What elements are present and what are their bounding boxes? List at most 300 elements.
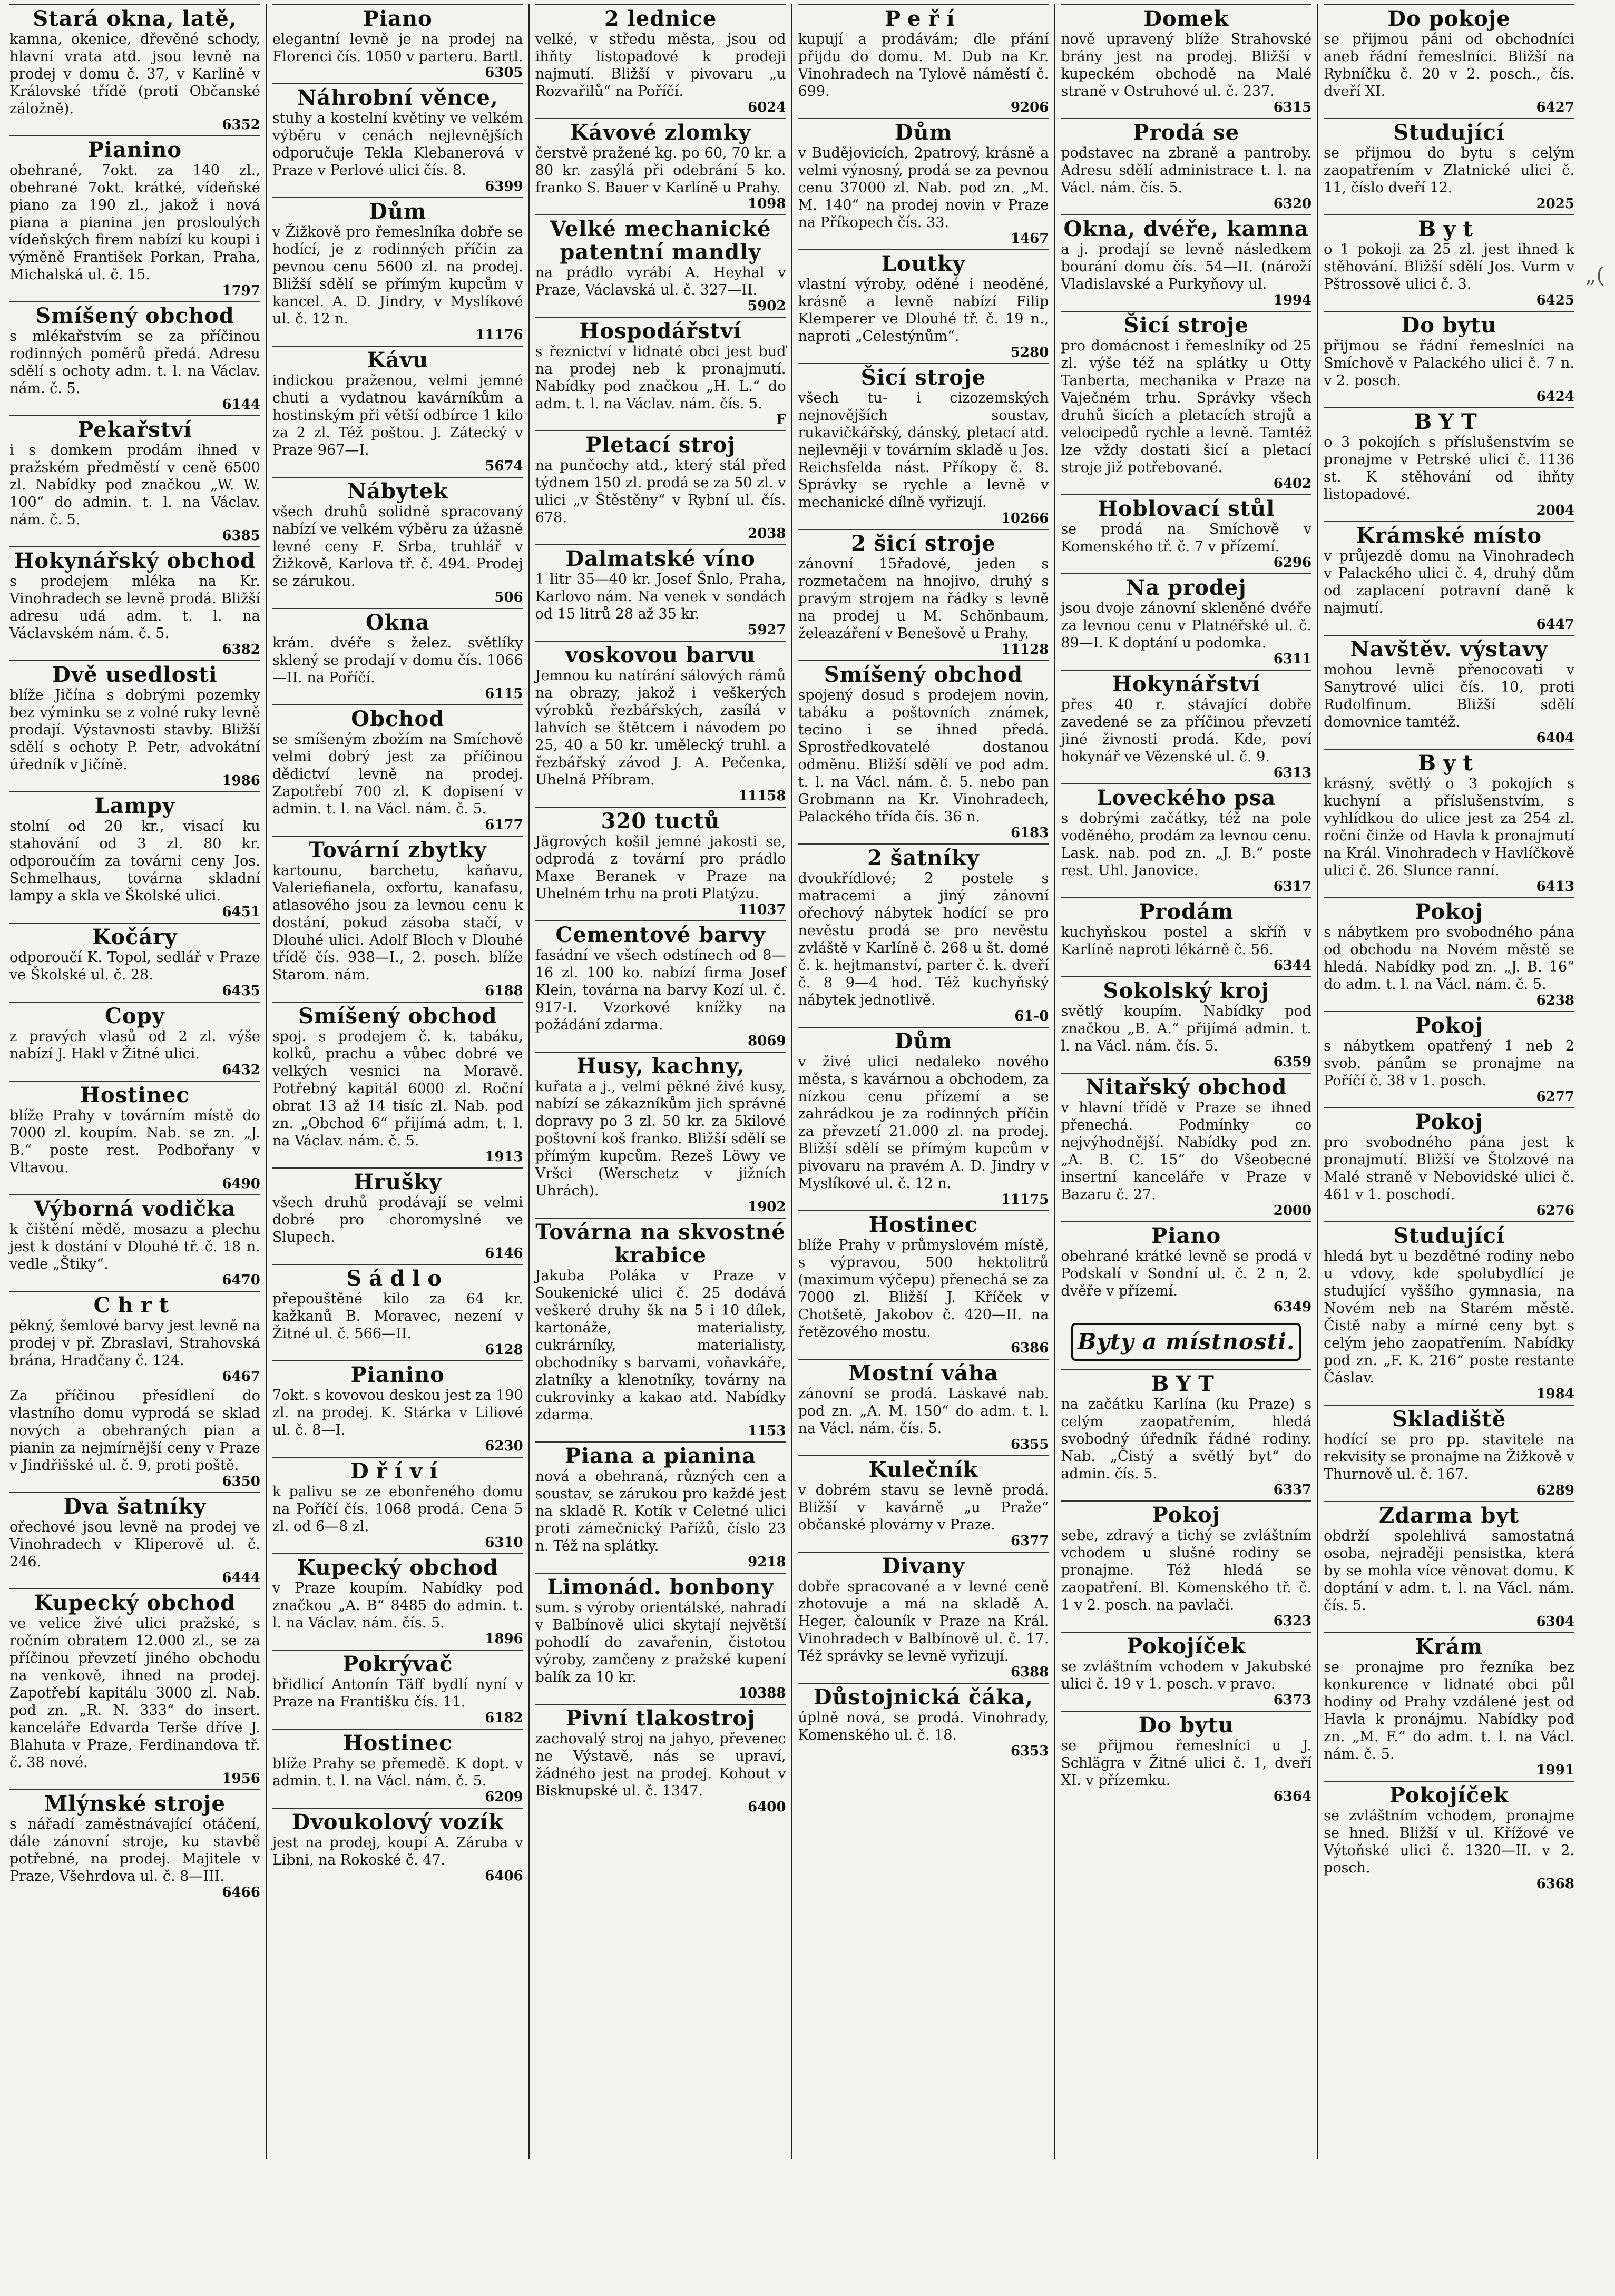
ad-text: jsou dvoje zánovní skleněné dvéře za levnou cenu v Platnéřské ul. č. 89—I. K doptání u podomka. <box>1061 600 1312 651</box>
ad-number: 6350 <box>222 1474 260 1489</box>
ad-heading: Nábytek <box>272 477 523 503</box>
ad-text: se přijmou řemeslníci u J. Schlägra v Žitné ulici č. 1, dveří XI. v přízemku. <box>1061 1738 1312 1789</box>
ad-number: 6296 <box>1273 555 1312 571</box>
classified-ad <box>9 1291 260 1384</box>
ad-heading: Důstojnická čáka, <box>798 1683 1049 1709</box>
ad-text: kupují a prodávám; dle přání přijdu do domu. M. Dub na Kr. Vinohradech na Tylově náměstí č. 699. <box>798 31 1049 100</box>
column-1 <box>4 4 267 2159</box>
ad-heading: Dům <box>798 118 1049 144</box>
ad-text: se přijmou do bytu s celým zaopatřením v Zlatnické ulici č. 11, číslo dveří 12. <box>1324 145 1574 196</box>
ad-text: stolní od 20 kr., visací ku stahování od 3 zl. 80 kr. odporoučím za továrni ceny Jos. Schmelhaus, továrna skladní lampy a skla ve Školské ulici. <box>9 818 260 904</box>
ad-number: 6435 <box>222 983 260 999</box>
ad-number: 6413 <box>1536 879 1574 895</box>
ad-number: 6377 <box>1010 1533 1049 1549</box>
ad-heading: Hostinec <box>9 1081 260 1107</box>
ad-heading: Copy <box>9 1002 260 1028</box>
ad-heading: Skladiště <box>1324 1405 1574 1431</box>
ad-heading: 2 šatníky <box>798 843 1049 870</box>
ad-text: blíže Prahy v průmyslovém místě, s výpravou, 500 hektolitrů (maximum výčepu) přenechá se za 7000 zl. Bližší J. Kříček v Chotšetě, Jakobov č. 420—II. na řetězového mostu. <box>798 1237 1049 1340</box>
ad-number: 10266 <box>1001 511 1049 526</box>
ad-number: 1467 <box>1010 231 1049 247</box>
ad-heading: Hokynářství <box>1061 670 1311 696</box>
ad-number: 1153 <box>748 1423 786 1439</box>
classified-ad <box>272 197 523 342</box>
classified-ad <box>1061 118 1311 211</box>
classified-ad <box>272 704 523 832</box>
ad-heading: Kupecký obchod <box>9 1588 260 1615</box>
ad-number: 6385 <box>222 528 260 544</box>
classified-ad <box>798 4 1049 115</box>
ad-number: 6470 <box>222 1272 260 1288</box>
ad-text: kartounu, barchetu, kaňavu, Valeriefianela, oxfortu, kanafasu, atlasového jsou za levnou cenu k dostání, pokud zásoba stačí, v Dlouhé ulici. Adolf Bloch v Dlouhé třídě čís. 938—I., 2. posch. blíže Starom. nám. <box>272 862 523 983</box>
classified-ad <box>1324 1011 1574 1104</box>
classified-ad <box>798 1210 1049 1356</box>
ad-number: 6382 <box>222 642 260 658</box>
classified-ad <box>535 807 786 917</box>
ad-number: 6432 <box>222 1062 260 1078</box>
ad-text: s nábytkem pro svobodného pána od obchodu na Novém městě se hledá. Nabídky pod zn. „J. B. 16“ do adm. t. l. na Václ. nám. č. 5. <box>1324 924 1574 993</box>
ad-text: ve velice živé ulici pražské, s ročním obratem 12.000 zl., se za příčinou převzetí jiného obchodu na venkově, ihned na prodej. Zapotřebí kapitálu 3000 zl. Nab. pod zn. „R. N. 333“ do insert. kanceláře Edvarda Terše dříve J. Blahuta v Praze, Ferdinandova tř. č. 38 nové. <box>9 1615 260 1771</box>
ad-heading: Pekařství <box>9 415 260 441</box>
classified-ad <box>535 317 786 427</box>
ad-text: zánovní se prodá. Laskavé nab. pod zn. „A. M. 150“ do adm. t. l. na Václ. nám. čís. 5. <box>798 1386 1049 1437</box>
ad-text: obdrží spolehlivá samostatná osoba, nejraději pensistka, která by se mohla více věnovat domu. K doptání v adm. t. l. na Václ. nám. čís. 5. <box>1324 1528 1574 1614</box>
classified-ad <box>9 135 260 298</box>
ad-text: kamna, okenice, dřevěné schody, hlavní vrata atd. jsou levně na prodej v domu č. 37, v Karlině v Královské třídě (proti Občanské záložně). <box>9 31 260 117</box>
classified-ad <box>535 1218 786 1438</box>
ad-text: přijmou se řádní řemeslníci na Smíchově v Palackého ulici č. 7 n. v 2. posch. <box>1324 338 1574 389</box>
classified-ad <box>535 214 786 313</box>
classified-ad <box>1324 1107 1574 1218</box>
ad-heading: Dříví <box>272 1457 523 1483</box>
ad-number: 6323 <box>1273 1613 1312 1629</box>
ad-number: 6368 <box>1536 1876 1574 1892</box>
ad-number: 6144 <box>222 397 260 413</box>
ad-text: indickou praženou, velmi jemné chuti a vydatnou kavárníkům a hostinským při větší odbírce 1 kilo za 2 zl. Též poštou. J. Zátecký v Praze 967—I. <box>272 372 523 458</box>
ad-text: odporoučí K. Topol, sedlář v Praze ve Školské ul. č. 28. <box>9 949 260 983</box>
classified-ad <box>798 118 1049 246</box>
ad-heading: Hostinec <box>798 1210 1049 1237</box>
ad-heading: Studující <box>1324 1221 1574 1248</box>
ad-text: blíže Prahy v továrním místě do 7000 zl. koupím. Nab. se zn. „J. B.“ poste rest. Podbořany v Vltavou. <box>9 1107 260 1176</box>
classified-ad <box>1061 1632 1311 1708</box>
ad-text: obehrané, 7okt. za 140 zl., obehrané 7okt. krátké, vídeňské piano za 190 zl., jakož i nová piana a pianina jen prosloulých vídeňských firem nabízí ku koupi i výměně František Porkan, Praha, Michalská ul. č. 15. <box>9 162 260 283</box>
classified-ad <box>9 4 260 132</box>
ad-text: Jemnou ku natírání sálových rámů na obrazy, jakož i veškerých výrobků řezbářských, zasílá v lahvích se štětcem i návodem po 25, 40 a 50 kr. umělecký truhl. a řezbářský závod J. A. Pečenka, Uhelná Příbram. <box>535 668 786 788</box>
ad-heading: Krám <box>1324 1632 1574 1659</box>
classified-ad <box>1324 118 1574 211</box>
ad-number: 5927 <box>748 622 786 638</box>
classified-ad <box>272 1167 523 1261</box>
classified-ad <box>9 546 260 657</box>
ad-text: pěkný, šemlové barvy jest levně na prodej v př. Zbraslavi, Strahovská brána, Hradčany č. 124. <box>9 1318 260 1369</box>
ad-heading: Zdarma byt <box>1324 1501 1574 1527</box>
ad-heading: Nitařský obchod <box>1061 1073 1311 1099</box>
classified-ad <box>272 1553 523 1646</box>
ad-heading: Piana a pianina <box>535 1441 786 1468</box>
ad-heading: Velké mechanické patentní mandly <box>535 214 786 264</box>
ad-text: břidlicí Antonín Täff bydlí nyní v Praze na Františku čís. 11. <box>272 1676 523 1710</box>
classified-ad <box>1061 1221 1311 1314</box>
ad-heading: Do bytu <box>1061 1711 1311 1737</box>
ad-heading: BYT <box>1061 1369 1311 1396</box>
classified-ad <box>798 249 1049 360</box>
classified-ad <box>535 641 786 803</box>
classified-ad <box>1324 311 1574 404</box>
classified-ad <box>798 529 1049 657</box>
ad-number: 6425 <box>1536 292 1574 308</box>
classified-ad <box>9 415 260 543</box>
ad-heading: Piano <box>272 4 523 31</box>
ad-number: 6209 <box>485 1789 523 1805</box>
classified-ad <box>1061 1323 1311 1361</box>
ad-heading: Loutky <box>798 249 1049 276</box>
ad-heading: Pianino <box>272 1360 523 1387</box>
ad-number: 506 <box>494 590 523 605</box>
ad-heading: Dvoukolový vozík <box>272 1808 523 1834</box>
ad-text: se zvláštním vchodem v Jakubské ulici č. 19 v 1. posch. v pravo. <box>1061 1659 1312 1692</box>
ad-number: 6320 <box>1273 196 1312 212</box>
classified-ad <box>535 1704 786 1814</box>
ad-text: přes 40 r. stávající dobře zavedené se za příčinou převzetí jiné živnosti prodá. Kde, poví hokynář ve Vězenské ul. č. 9. <box>1061 696 1312 765</box>
classified-ad <box>272 1650 523 1725</box>
ad-text: dobře spracované a v levné ceně zhotovuje a má na skladě A. Heger, čalouník v Praze na Král. Vinohradech v Balbínově ul. č. 17. Též správky se levně vyřizují. <box>798 1578 1049 1664</box>
column-3 <box>530 4 793 2159</box>
ad-number: 6311 <box>1273 651 1312 667</box>
ad-text: se smíšeným zbožím na Smíchově velmi dobrý jest za příčinou dědictví levně na prodej. Zapotřebí 700 zl. K dopisení v admin. t. l. na Václ. nám. č. 5. <box>272 731 523 817</box>
ad-number: 1991 <box>1536 1762 1574 1778</box>
ad-number: 1902 <box>748 1199 786 1215</box>
ad-heading: Obchod <box>272 704 523 731</box>
column-6 <box>1318 4 1580 2159</box>
ad-number: 8069 <box>748 1033 786 1049</box>
ad-text: o 3 pokojích s příslušenstvím se pronajme v Petrské ulici č. 1136 st. K stěhování od ihňty listopadové. <box>1324 434 1574 503</box>
ad-text: sum. s výroby orientálské, nahradí v Balbínově ulici skytají největší pohodlí do zavařenin, čistotou výroby, zamčeny z pražské kupení balík za 10 kr. <box>535 1600 786 1685</box>
classified-ad <box>1324 521 1574 632</box>
ad-heading: Pokoj <box>1061 1500 1311 1527</box>
ad-number: 6467 <box>222 1369 260 1385</box>
classified-ad <box>1324 749 1574 894</box>
ad-number: 6373 <box>1273 1692 1312 1708</box>
classified-ad <box>1061 1073 1311 1218</box>
ad-text: v Praze koupím. Nabídky pod značkou „A. B“ 8485 do admin. t. l. na Václav. nám. čís. 5. <box>272 1580 523 1631</box>
classified-ad <box>272 1808 523 1883</box>
ad-number: 6364 <box>1273 1789 1312 1804</box>
ad-text: všech druhů prodávají se velmi dobré pro choromyslné ve Slupech. <box>272 1194 523 1245</box>
ad-number: 6388 <box>1010 1664 1049 1680</box>
ad-number: 2038 <box>748 526 786 542</box>
ad-number: 1797 <box>222 283 260 299</box>
ad-text: 7okt. s kovovou deskou jest za 190 zl. na prodej. K. Stárka v Liliové ul. č. 8—I. <box>272 1387 523 1438</box>
classified-ad <box>272 346 523 474</box>
ad-number: 6115 <box>485 686 523 702</box>
ad-heading: Chrt <box>9 1291 260 1317</box>
ad-number: 6277 <box>1536 1089 1574 1105</box>
ad-heading: Kočáry <box>9 923 260 949</box>
ad-number: 6313 <box>1273 765 1312 781</box>
ad-text: na prádlo vyrábí A. Heyhal v Praze, Václavská ul. č. 327—II. <box>535 264 786 298</box>
classified-ad <box>9 301 260 412</box>
ad-number: 1956 <box>222 1771 260 1787</box>
ad-text: Jakuba Poláka v Praze v Soukenické ulici č. 25 dodává veškeré druhy šk na 5 i 10 dílek, kartonáže, materialisty, cukrárníky, materialisty, obchodníky s barvami, voňavkáře, zlatníky a klenotníky, továrny na cukrovinky a kakao atd. Nabídky zdarma. <box>535 1268 786 1423</box>
classified-ad <box>798 363 1049 526</box>
ad-text: přepouštěné kilo za 64 kr. kažkanů B. Moravec, nezení v Žitné ul. č. 566—II. <box>272 1291 523 1342</box>
ad-heading: Do pokoje <box>1324 4 1574 31</box>
classified-ad <box>798 843 1049 1024</box>
ad-text: blíže Jičína s dobrými pozemky bez výminku se z volné ruky levně prodají. Výstavnosti stavby. Bližší sdělí s ochoty P. Petr, advokátní úředník v Jičíně. <box>9 687 260 773</box>
classified-ad <box>798 1683 1049 1759</box>
ad-heading: Tovární zbytky <box>272 836 523 862</box>
ad-number: 6444 <box>222 1570 260 1586</box>
ad-number: 10388 <box>738 1685 786 1701</box>
ad-text: krám. dvéře s želez. světlíky sklený se prodají v domu čís. 1066—II. na Poříčí. <box>272 635 523 686</box>
ad-text: s prodejem mléka na Kr. Vinohradech se levně prodá. Bližší adresu udá adm. t. l. na Václavském nám. č. 5. <box>9 573 260 642</box>
ad-heading: Divany <box>798 1552 1049 1578</box>
ad-heading: Kupecký obchod <box>272 1553 523 1579</box>
ad-text: i s domkem prodám ihned v pražském předměstí v ceně 6500 zl. Nabídky pod značkou „W. W. 100“ do admin. t. l. na Václav. nám. č. 5. <box>9 442 260 528</box>
ad-number: 6304 <box>1536 1614 1574 1630</box>
ad-text: z pravých vlasů od 2 zl. výše nabízí J. Hakl v Žitné ulici. <box>9 1028 260 1062</box>
ad-number: 6466 <box>222 1885 260 1900</box>
ad-heading: 2 šicí stroje <box>798 529 1049 555</box>
ad-heading: Pianino <box>9 135 260 162</box>
classified-ad <box>1061 897 1311 973</box>
ad-number: 6349 <box>1273 1299 1312 1315</box>
ad-heading: Pivní tlakostroj <box>535 1704 786 1730</box>
classified-ad <box>798 660 1049 840</box>
classified-ad <box>1324 407 1574 518</box>
ad-text: a j. prodají se levně následkem bourání domu čís. 54—II. (nároží Vladislavské a Purkyňovy ul. <box>1061 241 1312 292</box>
classified-ad <box>9 1081 260 1191</box>
classified-ad <box>1061 311 1311 491</box>
ad-heading: voskovou barvu <box>535 641 786 667</box>
ad-text: hledá byt u bezdětné rodiny nebo u vdovy, kde spolubydlící je studující vyššího gymnasia, na Novém neb na Starém městě. Čistě naby a mírné ceny byt s celým jeho zaopatřením. Nabídky pod zn. „F. K. 216“ poste restante Čáslav. <box>1324 1248 1574 1386</box>
ad-heading: Pokoj <box>1324 1011 1574 1037</box>
classified-ad <box>9 1002 260 1077</box>
ad-heading: Prodá se <box>1061 118 1311 144</box>
ad-heading: Pokoj <box>1324 1107 1574 1134</box>
classified-ad <box>272 1457 523 1550</box>
classified-columns <box>4 4 1580 2159</box>
ad-text: spojený dosud s prodejem novin, tabáku a poštovních známek, tecino i se ihned předá. Sprostředkovatelé dostanou odměnu. Bližší sdělí ve pod adm. t. l. na Václ. nám. č. 5. nebo pan Grobmann na Kr. Vinohradech, Palackého třída čís. 36 n. <box>798 687 1049 825</box>
classified-ad <box>798 1027 1049 1207</box>
classified-ad <box>9 1789 260 1900</box>
ad-text: 1 litr 35—40 kr. Josef Šnlo, Praha, Karlovo nám. Na venek v sondách od 15 litrů 28 až 35 kr. <box>535 571 786 622</box>
ad-text: s dobrými začátky, též na pole voděného, prodám za levnou cenu. Lask. nab. pod zn. „J. B.“ poste rest. Uhl. Janovice. <box>1061 810 1312 879</box>
ad-text: zachovalý stroj na jahyo, převenec ne Výstavě, nás se upraví, žádného jest na prodej. Kohout v Bisknupské ul. č. 1347. <box>535 1731 786 1799</box>
ad-text: v Budějovicích, 2patrový, krásně a velmi výnosný, prodá se za pevnou cenu 37000 zl. Nab. pod zn. „M. M. 140“ na prodej novin v Praze na Příkopech čís. 33. <box>798 145 1049 231</box>
ad-text: stuhy a kostelní květiny ve velkém výběru v cenách nejlevnějších odporučuje Tekla Klebanerová v Praze v Perlové ulici čís. 8. <box>272 110 523 179</box>
ad-heading: Továrna na skvostné krabice <box>535 1218 786 1267</box>
ad-heading: Hospodářství <box>535 317 786 343</box>
ad-text: velké, v středu města, jsou od ihňty listopadové k prodeji najmutí. Bližší v pivovaru „u Rozvařilů“ na Poříčí. <box>535 31 786 100</box>
classified-ad <box>1324 4 1574 115</box>
ad-number: 6128 <box>485 1342 523 1358</box>
ad-heading: Kávové zlomky <box>535 118 786 144</box>
ad-number: 1098 <box>748 196 786 212</box>
ad-heading: Hostinec <box>272 1729 523 1755</box>
ad-number: 2025 <box>1536 196 1574 212</box>
classified-ad <box>1061 670 1311 780</box>
ad-text: všech tu- i cizozemských nejnovějších soustav, rukavičkářský, dánský, pletací atd. nejlevněji v továrním skladě u Jos. Reichsfelda nást. Příkopy č. 8. Správky se rychle a levně v mechanické dílně vyřizují. <box>798 390 1049 511</box>
ad-text: v průjezdě domu na Vinohradech v Palackého ulici č. 4, druhý dům od zaplacení potravní daně k najmutí. <box>1324 548 1574 616</box>
classified-ad <box>1061 4 1311 115</box>
ad-heading: Šicí stroje <box>1061 311 1311 337</box>
ad-text: sebe, zdravý a tichý se zvláštním vchodem u slušné rodiny se pronajme. Též hledá se zaopatření. Bl. Komenského tř. č. 1 v 2. posch. na pavlači. <box>1061 1527 1312 1613</box>
classified-ad <box>535 1573 786 1701</box>
ad-text: kuchyňskou postel a skříň v Karlíně naproti lékárně č. 56. <box>1061 924 1312 958</box>
classified-ad <box>1061 214 1311 308</box>
ad-number: 9206 <box>1010 100 1049 115</box>
ad-text: s nábytkem opatřený 1 neb 2 svob. pánům se pronajme na Poříčí č. 38 v 1. posch. <box>1324 1038 1574 1089</box>
ad-text: na punčochy atd., který stál před týdnem 150 zl. prodá se za 50 zl. v ulici „v Štěstěny“ v Rybní ul. čís. 678. <box>535 457 786 526</box>
ad-text: jest na prodej, koupí A. Záruba v Libni, na Rokoské č. 47. <box>272 1834 523 1868</box>
ad-heading: Pokojíček <box>1324 1781 1574 1807</box>
ad-number: 6230 <box>485 1438 523 1454</box>
ad-number: 61-0 <box>1014 1008 1049 1024</box>
classified-ad <box>1061 1369 1311 1497</box>
ad-text: ořechové jsou levně na prodej ve Vinohradech v Kliperově ul. č. 246. <box>9 1519 260 1570</box>
ad-number: 6182 <box>485 1710 523 1726</box>
ad-text: čerstvě pražené kg. po 60, 70 kr. a 80 kr. zasýlá při odebrání 5 ko. franko S. Bauer v Karlíně u Prahy. <box>535 145 786 196</box>
classified-ad <box>9 1492 260 1585</box>
ad-text: mohou levně přenocovati v Sanytrové ulici čís. 10, proti Rudolfinum. Bližší sdělí domovnice tamtéž. <box>1324 662 1574 730</box>
classified-ad <box>1324 1781 1574 1891</box>
ad-heading: Byt <box>1324 749 1574 775</box>
classified-ad <box>535 1441 786 1569</box>
ad-heading: Mostní váha <box>798 1359 1049 1385</box>
classified-ad <box>9 1387 260 1489</box>
ad-number: 5902 <box>748 298 786 314</box>
ad-heading: Hoblovací stůl <box>1061 494 1311 521</box>
column-2 <box>267 4 530 2159</box>
ad-number: 6183 <box>1010 825 1049 841</box>
classified-ad <box>535 920 786 1048</box>
ad-text: se zvláštním vchodem, pronajme se hned. Bližší v ul. Křížové ve Výtoňské ulici č. 1320—II. v 2. posch. <box>1324 1808 1574 1876</box>
ad-number: 6276 <box>1536 1203 1574 1219</box>
ad-number: 6447 <box>1536 616 1574 632</box>
classified-ad <box>798 1552 1049 1680</box>
ad-number: 6305 <box>485 65 523 81</box>
ad-text: v živé ulici nedaleko nového města, s kavárnou a obchodem, za nízkou cenu přízemí a se zahrádkou je za rodinných příčin za převzetí 21.000 zl. na prodej. Bližší sdělí se přímým kupcům v pivovaru na pravém A. D. Jindry v Myslíkové ul. č. 12 n. <box>798 1054 1049 1192</box>
ad-heading: Stará okna, latě, <box>9 4 260 31</box>
ad-number: 5280 <box>1010 345 1049 360</box>
ad-text: spoj. s prodejem č. k. tabáku, kolků, prachu a vůbec dobré ve velkých vesnici na Moravě. Potřebný kapitál 6000 zl. Roční obrat 13 až 14 tisíc zl. Nab. pod zn. „Obchod 6“ přijímá adm. t. l. na Václav. nám. č. 5. <box>272 1028 523 1149</box>
ad-number: 11037 <box>738 902 786 918</box>
ad-number: 11128 <box>1001 642 1049 658</box>
ad-number: 6353 <box>1010 1743 1049 1759</box>
ad-number: 6404 <box>1536 730 1574 746</box>
ad-text: pro svobodného pána jest k pronajmutí. Bližší ve Štolzové na Malé straně v Nebovidské ulici č. 461 v 1. poschodí. <box>1324 1134 1574 1203</box>
ad-text: s řeznictví v lidnaté obci jest buď na prodej neb k pronajmutí. Nabídky pod značkou „H. L.“ do adm. t. l. na Václav. nám. čís. 5. <box>535 344 786 412</box>
classified-ad <box>272 1729 523 1804</box>
classified-ad <box>272 608 523 701</box>
ad-number: 11158 <box>738 788 786 804</box>
ad-text: s nářadí zaměstnávající otáčení, dále zánovní stroje, ku stavbě potřebné, na prodej. Majitele v Praze, Všehrdova ul. č. 8—III. <box>9 1816 260 1885</box>
ad-heading: Sokolský kroj <box>1061 976 1311 1003</box>
ad-number: 6188 <box>485 983 523 999</box>
ad-heading: Hokynářský obchod <box>9 546 260 573</box>
ad-heading: Pletací stroj <box>535 430 786 457</box>
ad-heading: Dům <box>798 1027 1049 1053</box>
ad-heading: Výborná vodička <box>9 1194 260 1221</box>
ad-number: F <box>776 412 786 428</box>
classified-ad <box>1324 214 1574 308</box>
ad-text: světlý koupím. Nabídky pod značkou „B. A.“ přijímá admin. t. l. na Václ. nám. čís. 5. <box>1061 1003 1312 1054</box>
ad-number: 5674 <box>485 458 523 474</box>
ad-number: 6399 <box>485 179 523 194</box>
ad-text: elegantní levně je na prodej na Florenci čís. 1050 v parteru. Bartl. <box>272 31 523 65</box>
classified-ad <box>272 1002 523 1164</box>
classified-ad <box>1324 1405 1574 1498</box>
ad-heading: Dva šatníky <box>9 1492 260 1518</box>
ad-heading: Pokoj <box>1324 897 1574 924</box>
ad-number: 6289 <box>1536 1483 1574 1498</box>
ad-text: Jägrových košil jemné jakosti se, odprodá z tovární pro prádlo Maxe Beranek v Praze na Uhelném trhu na proti Platýzu. <box>535 833 786 902</box>
classified-ad <box>1324 897 1574 1008</box>
ad-text: se přijmou páni od obchodníci aneb řádní řemeslníci. Bližší na Rybníčku č. 20 v 2. posch., čís. dveří XI. <box>1324 31 1574 100</box>
ad-heading: Peří <box>798 4 1049 31</box>
ad-text: o 1 pokoji za 25 zl. jest ihned k stěhování. Bližší sdělí Jos. Vurm v Pštrossově ulici č. 3. <box>1324 241 1574 292</box>
ad-text: s mlékařstvím se za příčinou rodinných poměrů předá. Adresu sdělí s ochoty adm. t. l. na Václav. nám. č. 5. <box>9 328 260 397</box>
ad-text: v dobrém stavu se levně prodá. Bližší v kavárně „u Praže“ občanské plovárny v Praze. <box>798 1482 1049 1533</box>
classified-ad <box>272 4 523 80</box>
classified-ad <box>535 118 786 211</box>
ad-heading: Hrušky <box>272 1167 523 1194</box>
classified-ad <box>1324 1221 1574 1401</box>
classified-ad <box>9 1194 260 1288</box>
ad-heading: 320 tuctů <box>535 807 786 833</box>
classified-ad <box>9 660 260 788</box>
ad-text: se prodá na Smíchově v Komenského tř. č. 7 v přízemí. <box>1061 521 1312 555</box>
ad-number: 2004 <box>1536 503 1574 518</box>
ad-number: 6352 <box>222 117 260 133</box>
ad-heading: Pokojíček <box>1061 1632 1311 1658</box>
ad-text: Za příčinou přesídlení do vlastního domu vyprodá se sklad nových a obehraných pian a pianin za nejmírnější ceny v Praze v Jindřišské ul. č. 9, proti poště. <box>9 1388 260 1474</box>
ad-heading: BYT <box>1324 407 1574 434</box>
ad-heading: Navštěv. výstavy <box>1324 635 1574 661</box>
ad-text: na začátku Karlína (ku Praze) s celým zaopatřením, hledá svobodný úředník řádné rodiny. Nab. „Čistý a světlý byt“ do admin. čís. 5. <box>1061 1396 1312 1482</box>
classified-ad <box>1061 1711 1311 1804</box>
section-heading: Byty a místnosti. <box>1071 1323 1301 1361</box>
ad-text: úplně nová, se prodá. Vinohrady, Komenského ul. č. 18. <box>798 1710 1049 1743</box>
ad-heading: Mlýnské stroje <box>9 1789 260 1816</box>
ad-number: 6337 <box>1273 1482 1312 1498</box>
classified-ad <box>1061 783 1311 894</box>
ad-text: kuřata a j., velmi pěkné živé kusy, nabízí se zákazníkům jich správné dopravy po 3 zl. 50 kr. za 5kilové poštovní koš franko. Bližší sdělí se přímým kupcům. Rezeš Löwy ve Vršci (Werschetz v jižních Uhrách). <box>535 1078 786 1199</box>
ad-heading: Smíšený obchod <box>798 660 1049 686</box>
ad-text: v Žižkově pro řemeslníka dobře se hodící, je z rodinných příčin za pevnou cenu 5600 zl. na prodej. Bližší sdělí se přímým kupcům v kancel. A. D. Jindry, v Myslíkové ul. č. 12 n. <box>272 224 523 327</box>
ad-heading: Limonád. bonbony <box>535 1573 786 1599</box>
ad-number: 6386 <box>1010 1340 1049 1356</box>
ad-text: k palivu se ze ebonřeného domu na Poříčí čís. 1068 prodá. Cena 5 zl. od 6—8 zl. <box>272 1484 523 1535</box>
ad-number: 6344 <box>1273 958 1312 974</box>
ad-text: fasádní ve všech odstínech od 8—16 zl. 100 ko. nabízí firma Josef Klein, továrna na barvy Kozí ul. č. 917-I. Vzorkové knížky na požádání zdarma. <box>535 947 786 1033</box>
ad-number: 6317 <box>1273 879 1312 895</box>
ad-heading: Smíšený obchod <box>272 1002 523 1028</box>
ad-number: 1986 <box>222 773 260 789</box>
classified-ad <box>9 923 260 998</box>
ad-heading: Okna <box>272 608 523 634</box>
ad-number: 6359 <box>1273 1054 1312 1070</box>
ad-heading: Dalmatské víno <box>535 544 786 571</box>
ad-heading: Dům <box>272 197 523 223</box>
ad-number: 11176 <box>475 327 523 343</box>
ad-text: vlastní výroby, oděné i neoděné, krásně a levně nabízí Filip Klemperer ve Dlouhé tř. č. 19 n., naproti „Celestýnům“. <box>798 276 1049 345</box>
ad-text: v hlavní třídě v Praze se ihned přenechá. Podmínky co nejvýhodnější. Nabídky pod zn. „A. B. C. 15“ do Všeobecné insertní kanceláře v Praze v Bazaru č. 27. <box>1061 1100 1312 1203</box>
ad-number: 6400 <box>748 1799 786 1815</box>
classified-ad <box>272 477 523 605</box>
